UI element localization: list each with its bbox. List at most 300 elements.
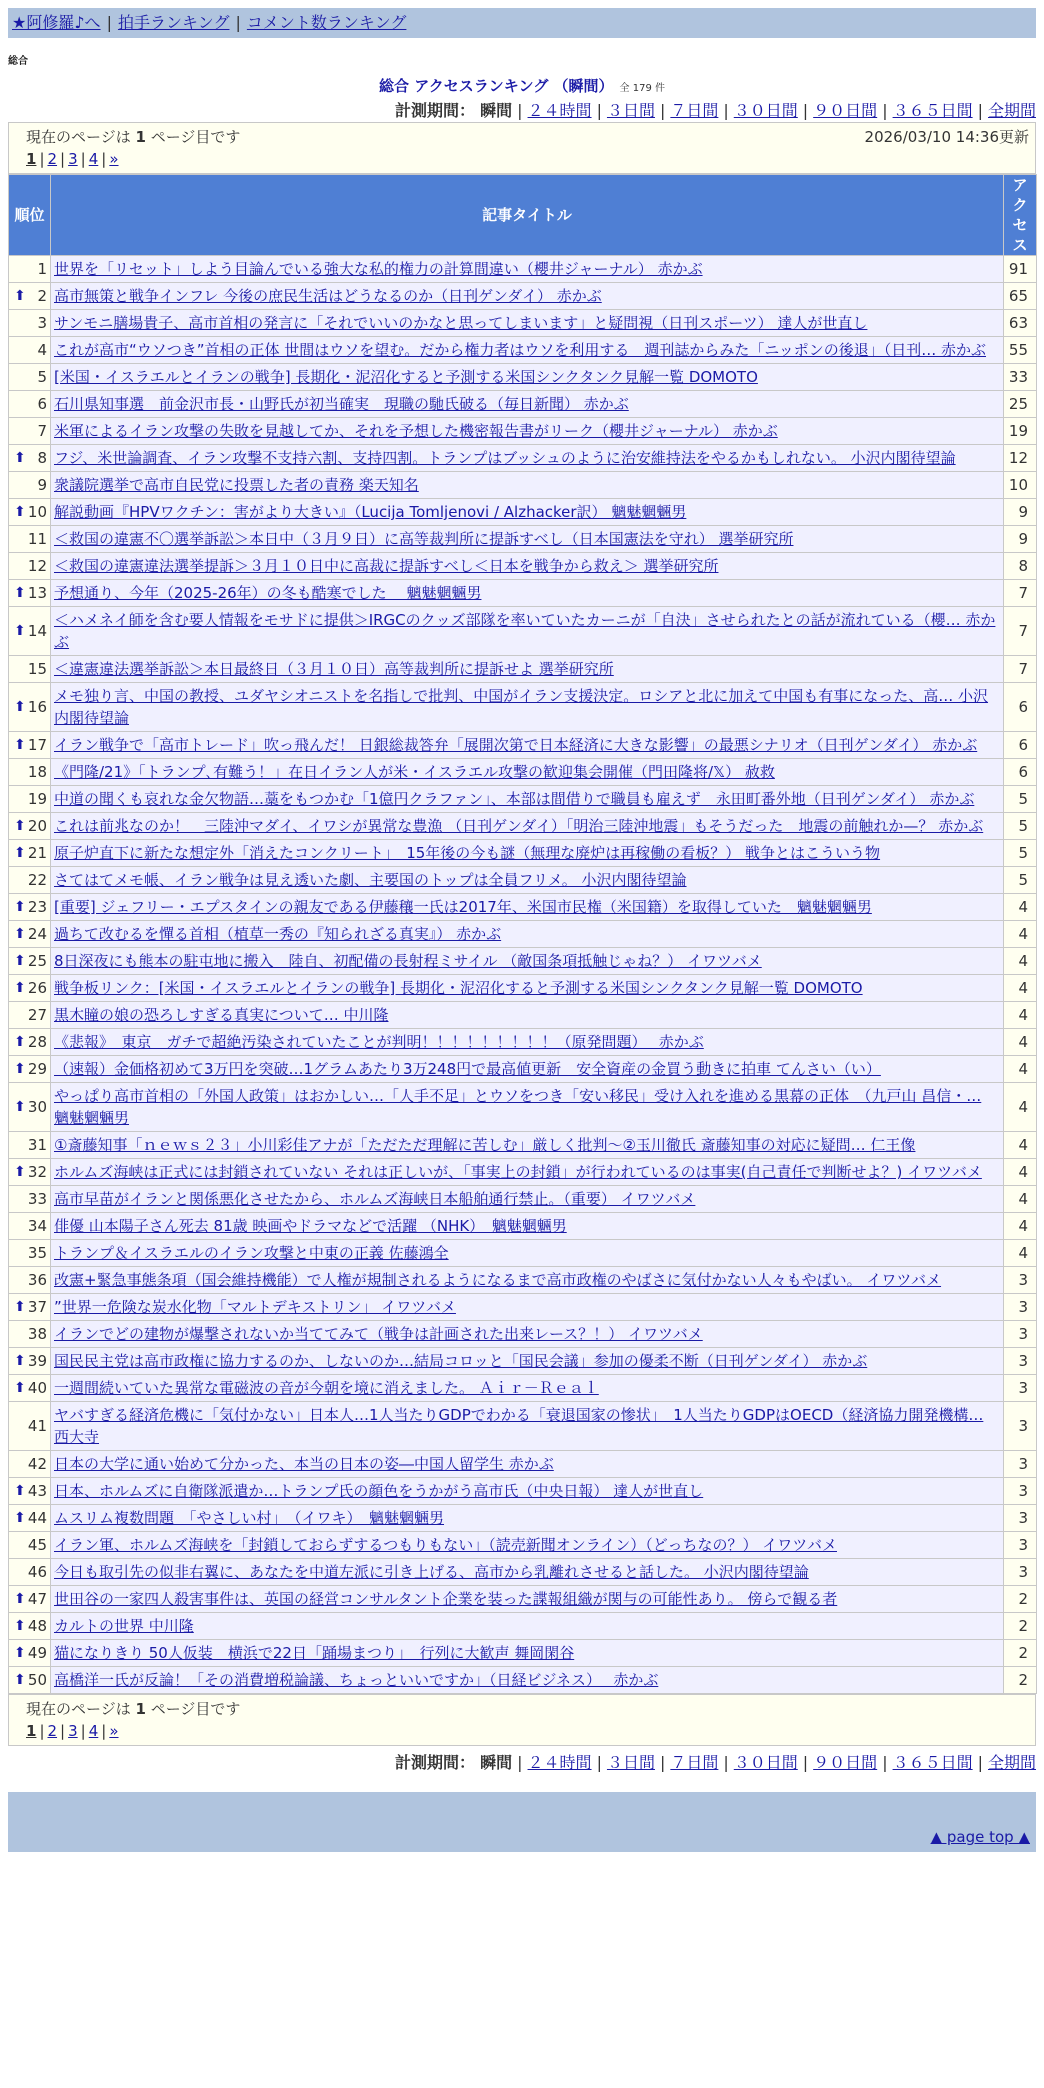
title-cell bbox=[51, 1159, 1004, 1186]
title-cell bbox=[51, 1375, 1004, 1402]
rank-number: 8 bbox=[37, 449, 47, 467]
rank-cell bbox=[9, 1213, 51, 1240]
rank-number: 9 bbox=[37, 476, 47, 494]
rank-number: 29 bbox=[27, 1060, 47, 1078]
rank-cell bbox=[9, 472, 51, 499]
article-title-link[interactable]: 黒木瞳の娘の恐ろしすぎる真実について… 中川隆 bbox=[54, 1006, 389, 1024]
article-title-link[interactable]: これは前兆なのか！ 三陸沖マダイ、イワシが異常な豊漁 （日刊ゲンダイ）「明治三陸沖地震」もそうだった 地震の前触れか—？ 赤かぶ bbox=[54, 817, 984, 835]
table-row bbox=[9, 840, 1037, 867]
rank-cell bbox=[9, 1002, 51, 1029]
table-row bbox=[9, 364, 1037, 391]
up-arrow-icon: ⬆ bbox=[14, 737, 26, 753]
access-count: 4 bbox=[1004, 1083, 1037, 1132]
table-row bbox=[9, 759, 1037, 786]
up-arrow-icon: ⬆ bbox=[14, 450, 26, 466]
table-row bbox=[9, 1640, 1037, 1667]
rank-cell bbox=[9, 1586, 51, 1613]
article-title-link[interactable]: 日本の大学に通い始めて分かった、本当の日本の姿―中国人留学生 赤かぶ bbox=[54, 1455, 554, 1473]
rank-cell bbox=[9, 1321, 51, 1348]
title-cell bbox=[51, 1240, 1004, 1267]
article-title-link[interactable]: 予想通り、今年（2025-26年）の冬も酷寒でした 魑魅魍魎男 bbox=[54, 584, 482, 602]
access-count: 4 bbox=[1004, 948, 1037, 975]
rank-number: 3 bbox=[37, 314, 47, 332]
access-count: 3 bbox=[1004, 1402, 1037, 1451]
article-title-link[interactable]: イラン軍、ホルムズ海峡を「封鎖しておらずするつもりもない」（読売新聞オンライン）（どっちなの？） イワツバメ bbox=[54, 1536, 837, 1554]
article-title-link[interactable]: 米軍によるイラン攻撃の失敗を見越してか、それを予想した機密報告書がリーク（櫻井ジャーナル） 赤かぶ bbox=[54, 422, 778, 440]
title-cell bbox=[51, 1586, 1004, 1613]
access-count: 12 bbox=[1004, 445, 1037, 472]
table-row bbox=[9, 1240, 1037, 1267]
period-option-3d-bottom[interactable]: ３日間 bbox=[606, 1753, 655, 1772]
rank-number: 23 bbox=[27, 898, 47, 916]
title-cell bbox=[51, 948, 1004, 975]
title-cell bbox=[51, 283, 1004, 310]
rank-cell bbox=[9, 418, 51, 445]
rank-cell bbox=[9, 1402, 51, 1451]
period-option-90d-bottom[interactable]: ９０日間 bbox=[813, 1753, 878, 1772]
access-count: 9 bbox=[1004, 526, 1037, 553]
rank-cell bbox=[9, 975, 51, 1002]
rank-number: 6 bbox=[37, 395, 47, 413]
article-title-link[interactable]: トランプ＆イスラエルのイラン攻撃と中東の正義 佐藤鴻全 bbox=[54, 1244, 449, 1262]
article-title-link[interactable]: ”世界一危険な炭水化物「マルトデキストリン」 イワツバメ bbox=[54, 1298, 456, 1316]
period-option-3d[interactable]: ３日間 bbox=[606, 101, 655, 120]
article-title-link[interactable]: ＜救国の違憲不〇選挙訴訟＞本日中（３月９日）に高等裁判所に提訴すべし（日本国憲法を守れ） 選挙研究所 bbox=[54, 530, 794, 548]
rank-number: 26 bbox=[27, 979, 47, 997]
access-count: 3 bbox=[1004, 1478, 1037, 1505]
table-row bbox=[9, 813, 1037, 840]
article-title-link[interactable]: （速報）金価格初めて3万円を突破…1グラムあたり3万248円で最高値更新 安全資産の金買う動きに拍車 てんさい（い） bbox=[54, 1060, 881, 1078]
up-arrow-icon: ⬆ bbox=[14, 288, 26, 304]
table-row bbox=[9, 580, 1037, 607]
rank-cell bbox=[9, 1640, 51, 1667]
header-title: 記事タイトル bbox=[51, 175, 1004, 256]
table-row bbox=[9, 1132, 1037, 1159]
title-cell bbox=[51, 1029, 1004, 1056]
up-arrow-icon: ⬆ bbox=[14, 926, 26, 942]
table-row bbox=[9, 1375, 1037, 1402]
rank-cell bbox=[9, 283, 51, 310]
period-current: 瞬間 bbox=[480, 101, 513, 120]
page-top-link[interactable]: ▲ page top ▲ bbox=[930, 1828, 1030, 1846]
rank-number: 50 bbox=[27, 1671, 47, 1689]
article-title-link[interactable]: メモ独り言、中国の教授、ユダヤシオニストを名指しで批判、中国がイラン支援決定。ロシアと北に加えて中国も有事になった、高… 小沢内閣待望論 bbox=[54, 687, 989, 727]
access-count: 63 bbox=[1004, 310, 1037, 337]
access-count: 7 bbox=[1004, 656, 1037, 683]
title-cell bbox=[51, 364, 1004, 391]
access-count: 3 bbox=[1004, 1559, 1037, 1586]
rank-cell bbox=[9, 840, 51, 867]
access-count: 65 bbox=[1004, 283, 1037, 310]
title-cell bbox=[51, 1186, 1004, 1213]
article-title-link[interactable]: 国民民主党は高市政権に協力するのか、しないのか…結局コロッと「国民会議」参加の優柔不断（日刊ゲンダイ） 赤かぶ bbox=[54, 1352, 868, 1370]
period-option-24h[interactable]: ２４時間 bbox=[527, 101, 592, 120]
rank-number: 47 bbox=[27, 1590, 47, 1608]
article-title-link[interactable]: ＜違憲違法選挙訴訟＞本日最終日（３月１０日）高等裁判所に提訴せよ 選挙研究所 bbox=[54, 660, 614, 678]
title-cell bbox=[51, 499, 1004, 526]
access-count: 2 bbox=[1004, 1667, 1037, 1694]
table-row bbox=[9, 283, 1037, 310]
title-cell bbox=[51, 580, 1004, 607]
title-cell bbox=[51, 1056, 1004, 1083]
rank-number: 19 bbox=[27, 790, 47, 808]
article-title-link[interactable]: 世界を「リセット」しよう目論んでいる強大な私的権力の計算間違い（櫻井ジャーナル） 赤かぶ bbox=[54, 260, 703, 278]
article-title-link[interactable]: 《門隆/21》「トランプ､有難う！」在日イラン人が米・イスラエル攻撃の歓迎集会開催（門田隆将/𝕏） 赦救 bbox=[54, 763, 775, 781]
article-title-link[interactable]: イランでどの建物が爆撃されないか当ててみて（戦争は計画された出来レース？！） イワツバメ bbox=[54, 1325, 703, 1343]
page-info-top bbox=[8, 122, 1036, 174]
title-cell bbox=[51, 1478, 1004, 1505]
article-title-link[interactable]: ホルムズ海峡は正式には封鎖されていない それは正しいが、「事実上の封鎖」が行われているのは事実(自己責任で判断せよ？) イワツバメ bbox=[54, 1163, 982, 1181]
title-cell bbox=[51, 1559, 1004, 1586]
access-count: 4 bbox=[1004, 1213, 1037, 1240]
rank-number: 24 bbox=[27, 925, 47, 943]
rank-number: 36 bbox=[27, 1271, 47, 1289]
table-row bbox=[9, 310, 1037, 337]
title-cell bbox=[51, 337, 1004, 364]
rank-cell bbox=[9, 1667, 51, 1694]
access-count: 4 bbox=[1004, 1056, 1037, 1083]
article-title-link[interactable]: サンモニ膳場貴子、高市首相の発言に「それでいいのかなと思ってしまいます」と疑問視（日刊スポーツ） 達人が世直し bbox=[54, 314, 868, 332]
period-option-30d[interactable]: ３０日間 bbox=[733, 101, 798, 120]
title-cell bbox=[51, 1451, 1004, 1478]
page-info-bottom bbox=[8, 1694, 1036, 1746]
up-arrow-icon: ⬆ bbox=[14, 818, 26, 834]
up-arrow-icon: ⬆ bbox=[14, 1034, 26, 1050]
period-option-all-bottom[interactable]: 全期間 bbox=[987, 1753, 1036, 1772]
up-arrow-icon: ⬆ bbox=[14, 953, 26, 969]
access-count: 4 bbox=[1004, 1029, 1037, 1056]
rank-cell bbox=[9, 1559, 51, 1586]
rank-number: 1 bbox=[37, 260, 47, 278]
table-row bbox=[9, 472, 1037, 499]
up-arrow-icon: ⬆ bbox=[14, 899, 26, 915]
table-row bbox=[9, 445, 1037, 472]
nav-link-comment-ranking[interactable]: コメント数ランキング bbox=[246, 13, 407, 32]
article-title-link[interactable]: 高橋洋一氏が反論！「その消費増税論議、ちょっといいですか」（日経ビジネス） 赤かぶ bbox=[54, 1671, 659, 1689]
article-title-link[interactable]: [米国・イスラエルとイランの戦争] 長期化・泥沼化すると予測する米国シンクタンク見解一覧 DOMOTO bbox=[54, 368, 758, 386]
up-arrow-icon: ⬆ bbox=[14, 1099, 26, 1115]
up-arrow-icon: ⬆ bbox=[14, 1672, 26, 1688]
title-cell bbox=[51, 1640, 1004, 1667]
rank-cell bbox=[9, 1186, 51, 1213]
title-cell bbox=[51, 526, 1004, 553]
access-count: 7 bbox=[1004, 607, 1037, 656]
rank-cell bbox=[9, 364, 51, 391]
table-row bbox=[9, 1213, 1037, 1240]
access-count: 3 bbox=[1004, 1451, 1037, 1478]
table-row bbox=[9, 526, 1037, 553]
article-title-link[interactable]: 《悲報》 東京 ガチで超絶汚染されていたことが判明！！！！！！！！！（原発問題） 赤かぶ bbox=[54, 1033, 704, 1051]
table-row bbox=[9, 1083, 1037, 1132]
article-title-link[interactable]: やっぱり高市首相の「外国人政策」はおかしい…「人手不足」とウソをつき「安い移民」受け入れを進める黒幕の正体 （九戸山 昌信・… 魑魅魍魎男 bbox=[54, 1087, 982, 1127]
rank-cell bbox=[9, 1505, 51, 1532]
rank-cell bbox=[9, 1451, 51, 1478]
article-title-link[interactable]: ＜ハメネイ師を含む要人情報をモサドに提供＞IRGCのクッズ部隊を率いていたカーニが「自決」させられたとの話が流れている（櫻… 赤かぶ bbox=[54, 611, 996, 651]
article-title-link[interactable]: 戦争板リンク：[米国・イスラエルとイランの戦争] 長期化・泥沼化すると予測する米国シンクタンク見解一覧 DOMOTO bbox=[54, 979, 863, 997]
article-title-link[interactable]: [重要] ジェフリー・エプスタインの親友である伊藤穰一氏は2017年、米国市民権（米国籍）を取得していた 魑魅魍魎男 bbox=[54, 898, 872, 916]
rank-cell bbox=[9, 526, 51, 553]
pager-link-page-4[interactable]: 4 bbox=[88, 150, 99, 168]
rank-number: 28 bbox=[27, 1033, 47, 1051]
table-row bbox=[9, 1667, 1037, 1694]
table-row bbox=[9, 607, 1037, 656]
article-title-link[interactable]: 日本、ホルムズに自衛隊派遣か…トランプ氏の顔色をうかがう高市氏（中央日報） 達人が世直し bbox=[54, 1482, 704, 1500]
pager-next-link[interactable]: » bbox=[109, 150, 119, 168]
article-title-link[interactable]: 衆議院選挙で高市自民党に投票した者の責務 楽天知名 bbox=[54, 476, 419, 494]
nav-link-asyura-home[interactable]: ★阿修羅♪へ bbox=[12, 13, 101, 32]
period-label: 計測期間： bbox=[395, 101, 476, 120]
access-count: 4 bbox=[1004, 1132, 1037, 1159]
title-cell bbox=[51, 894, 1004, 921]
rank-cell bbox=[9, 894, 51, 921]
access-count: 10 bbox=[1004, 472, 1037, 499]
table-row bbox=[9, 337, 1037, 364]
table-row bbox=[9, 1559, 1037, 1586]
article-title-link[interactable]: 過ちて改むるを憚る首相（植草一秀の『知られざる真実』） 赤かぶ bbox=[54, 925, 502, 943]
table-row bbox=[9, 1613, 1037, 1640]
article-title-link[interactable]: 8日深夜にも熊本の駐屯地に搬入 陸自、初配備の長射程ミサイル （敵国条項抵触じゃね？） イワツバメ bbox=[54, 952, 762, 970]
title-cell bbox=[51, 1348, 1004, 1375]
period-option-7d[interactable]: ７日間 bbox=[670, 101, 719, 120]
period-label-bottom: 計測期間： bbox=[395, 1753, 476, 1772]
access-count: 91 bbox=[1004, 256, 1037, 283]
rank-number: 13 bbox=[27, 584, 47, 602]
rank-number: 43 bbox=[27, 1482, 47, 1500]
up-arrow-icon: ⬆ bbox=[14, 980, 26, 996]
title-cell bbox=[51, 310, 1004, 337]
up-arrow-icon: ⬆ bbox=[14, 1164, 26, 1180]
access-count: 55 bbox=[1004, 337, 1037, 364]
article-title-link[interactable]: イラン戦争で「高市トレード」吹っ飛んだ！ 日銀総裁答弁「展開次第で日本経済に大きな影響」の最悪シナリオ（日刊ゲンダイ） 赤かぶ bbox=[54, 736, 978, 754]
access-count: 3 bbox=[1004, 1505, 1037, 1532]
title-cell bbox=[51, 1002, 1004, 1029]
period-option-30d-bottom[interactable]: ３０日間 bbox=[733, 1753, 798, 1772]
period-selector-top: 計測期間： 瞬間 | ２４時間 | ３日間 | ７日間 | ３０日間 | ９０日間 | ３６５日間 | 全期間 bbox=[395, 101, 1036, 120]
article-title-link[interactable]: フジ、米世論調査、イラン攻撃不支持六割、支持四割。トランプはブッシュのように治安維持法をやるかもしれない。 小沢内閣待望論 bbox=[54, 449, 956, 467]
title-cell bbox=[51, 656, 1004, 683]
article-title-link[interactable]: 今日も取引先の似非右翼に、あなたを中道左派に引き上げる、高市から乳離れさせると話した。 小沢内閣待望論 bbox=[54, 1563, 809, 1581]
access-count: 2 bbox=[1004, 1613, 1037, 1640]
pager-current-page-bottom: 1 bbox=[26, 1722, 37, 1740]
table-row bbox=[9, 867, 1037, 894]
access-count: 3 bbox=[1004, 1321, 1037, 1348]
breadcrumb: 総合 bbox=[8, 56, 28, 67]
title-cell bbox=[51, 840, 1004, 867]
rank-number: 39 bbox=[27, 1352, 47, 1370]
up-arrow-icon: ⬆ bbox=[14, 1380, 26, 1396]
item-count: 全 179 件 bbox=[619, 83, 665, 94]
access-count: 5 bbox=[1004, 867, 1037, 894]
table-row bbox=[9, 1505, 1037, 1532]
article-title-link[interactable]: 改憲+緊急事態条項（国会維持機能）で人権が規制されるようになるまで高市政権のやばさに気付かない人々もやばい。 イワツバメ bbox=[54, 1271, 942, 1289]
access-count: 3 bbox=[1004, 1348, 1037, 1375]
pager-link-page-3[interactable]: 3 bbox=[68, 150, 78, 168]
table-row bbox=[9, 1294, 1037, 1321]
title-cell bbox=[51, 1402, 1004, 1451]
rank-number: 46 bbox=[27, 1563, 47, 1581]
title-cell bbox=[51, 1321, 1004, 1348]
access-count: 3 bbox=[1004, 1267, 1037, 1294]
article-title-link[interactable]: 石川県知事選 前金沢市長・山野氏が初当確実 現職の馳氏破る（毎日新聞） 赤かぶ bbox=[54, 395, 629, 413]
rank-number: 32 bbox=[27, 1163, 47, 1181]
title-cell bbox=[51, 445, 1004, 472]
rank-number: 7 bbox=[37, 422, 47, 440]
title-cell bbox=[51, 256, 1004, 283]
period-option-7d-bottom[interactable]: ７日間 bbox=[670, 1753, 719, 1772]
rank-number: 4 bbox=[37, 341, 47, 359]
access-count: 4 bbox=[1004, 1002, 1037, 1029]
article-title-link[interactable]: これが高市“ウソつき”首相の正体 世間はウソを望む。だから権力者はウソを利用する 週刊誌からみた「ニッポンの後退」（日刊… 赤かぶ bbox=[54, 341, 986, 359]
article-title-link[interactable]: ①斎藤知事「ｎｅｗｓ２３」小川彩佳アナが「ただただ理解に苦しむ」厳しく批判〜②玉川徹氏 斎藤知事の対応に疑問… 仁王像 bbox=[54, 1136, 916, 1154]
ranking-table bbox=[8, 174, 1037, 1694]
rank-number: 25 bbox=[27, 952, 47, 970]
rank-cell bbox=[9, 867, 51, 894]
period-option-24h-bottom[interactable]: ２４時間 bbox=[527, 1753, 592, 1772]
period-selector-bottom: 計測期間： 瞬間 | ２４時間 | ３日間 | ７日間 | ３０日間 | ９０日間 | ３６５日間 | 全期間 bbox=[395, 1753, 1036, 1772]
rank-number: 31 bbox=[27, 1136, 47, 1154]
rank-number: 35 bbox=[27, 1244, 47, 1262]
rank-cell bbox=[9, 499, 51, 526]
access-count: 2 bbox=[1004, 1586, 1037, 1613]
rank-cell bbox=[9, 1375, 51, 1402]
table-row bbox=[9, 1029, 1037, 1056]
rank-number: 41 bbox=[27, 1417, 47, 1435]
rank-number: 18 bbox=[27, 763, 47, 781]
article-title-link[interactable]: 解説動画『HPVワクチン：害がより大きい』（Lucija Tomljenovi / Alzhacker訳） 魑魅魍魎男 bbox=[54, 503, 687, 521]
access-count: 6 bbox=[1004, 759, 1037, 786]
access-count: 3 bbox=[1004, 1532, 1037, 1559]
access-count: 4 bbox=[1004, 894, 1037, 921]
period-option-90d[interactable]: ９０日間 bbox=[813, 101, 878, 120]
access-count: 19 bbox=[1004, 418, 1037, 445]
pager-next-link-bottom[interactable]: » bbox=[109, 1722, 119, 1740]
rank-number: 15 bbox=[27, 660, 47, 678]
page-title bbox=[0, 75, 1044, 96]
rank-number: 12 bbox=[27, 557, 47, 575]
article-title-link[interactable]: ムスリム複数問題 「やさしい村」 （イワキ） 魑魅魍魎男 bbox=[54, 1509, 445, 1527]
period-current-bottom: 瞬間 bbox=[480, 1753, 513, 1772]
rank-number: 49 bbox=[27, 1644, 47, 1662]
rank-number: 17 bbox=[27, 736, 47, 754]
up-arrow-icon: ⬆ bbox=[14, 585, 26, 601]
rank-cell bbox=[9, 1083, 51, 1132]
title-cell bbox=[51, 607, 1004, 656]
rank-number: 30 bbox=[27, 1098, 47, 1116]
article-title-link[interactable]: 原子炉直下に新たな想定外「消えたコンクリート」 15年後の今も謎（無理な廃炉は再稼働の看板？） 戦争とはこういう物 bbox=[54, 844, 881, 862]
title-cell bbox=[51, 391, 1004, 418]
current-page-text: 現在のページは 1 ページ目です bbox=[26, 128, 241, 146]
access-count: 7 bbox=[1004, 580, 1037, 607]
title-cell bbox=[51, 732, 1004, 759]
title-cell bbox=[51, 1667, 1004, 1694]
article-title-link[interactable]: カルトの世界 中川隆 bbox=[54, 1617, 194, 1635]
nav-link-applause-ranking[interactable]: 拍手ランキング bbox=[117, 13, 230, 32]
rank-cell bbox=[9, 337, 51, 364]
pager-link-page-3-bottom[interactable]: 3 bbox=[68, 1722, 78, 1740]
table-row bbox=[9, 1451, 1037, 1478]
table-row bbox=[9, 1532, 1037, 1559]
title-cell bbox=[51, 553, 1004, 580]
rank-cell bbox=[9, 1294, 51, 1321]
rank-number: 21 bbox=[27, 844, 47, 862]
period-option-all[interactable]: 全期間 bbox=[987, 101, 1036, 120]
rank-cell bbox=[9, 813, 51, 840]
pager-link-page-2[interactable]: 2 bbox=[47, 150, 58, 168]
rank-cell bbox=[9, 656, 51, 683]
title-cell bbox=[51, 472, 1004, 499]
pager-link-page-2-bottom[interactable]: 2 bbox=[47, 1722, 58, 1740]
rank-number: 2 bbox=[37, 287, 47, 305]
rank-number: 42 bbox=[27, 1455, 47, 1473]
title-cell bbox=[51, 1505, 1004, 1532]
table-row bbox=[9, 499, 1037, 526]
table-row bbox=[9, 1159, 1037, 1186]
table-row bbox=[9, 1002, 1037, 1029]
access-count: 33 bbox=[1004, 364, 1037, 391]
article-title-link[interactable]: 中道の聞くも哀れな金欠物語…藁をもつかむ「1億円クラファン」、本部は間借りで職員も雇えず 永田町番外地（日刊ゲンダイ） 赤かぶ bbox=[54, 790, 975, 808]
period-option-365d[interactable]: ３６５日間 bbox=[892, 101, 973, 120]
rank-cell bbox=[9, 1532, 51, 1559]
access-count: 4 bbox=[1004, 921, 1037, 948]
rank-cell bbox=[9, 1159, 51, 1186]
table-row bbox=[9, 418, 1037, 445]
period-option-365d-bottom[interactable]: ３６５日間 bbox=[892, 1753, 973, 1772]
pager-link-page-4-bottom[interactable]: 4 bbox=[88, 1722, 99, 1740]
article-title-link[interactable]: ヤバすぎる経済危機に「気付かない」日本人…1人当たりGDPでわかる「衰退国家の惨状」 1人当たりGDPはOECD（経済協力開発機構… 西大寺 bbox=[54, 1406, 984, 1446]
table-row bbox=[9, 683, 1037, 732]
article-title-link[interactable]: さてはてメモ帳、イラン戦争は見え透いた劇、主要国のトップは全員フリメ。 小沢内閣待望論 bbox=[54, 871, 687, 889]
up-arrow-icon: ⬆ bbox=[14, 1353, 26, 1369]
table-row bbox=[9, 894, 1037, 921]
access-count: 2 bbox=[1004, 1640, 1037, 1667]
rank-number: 11 bbox=[27, 530, 47, 548]
rank-cell bbox=[9, 607, 51, 656]
article-title-link[interactable]: 猫になりきり 50人仮装 横浜で22日「踊場まつり」 行列に大歓声 舞岡閑谷 bbox=[54, 1644, 575, 1662]
footer-bar bbox=[8, 1792, 1036, 1852]
rank-number: 16 bbox=[27, 698, 47, 716]
article-title-link[interactable]: 高市早苗がイランと関係悪化させたから、ホルムズ海峡日本船舶通行禁止。（重要） イワツバメ bbox=[54, 1190, 696, 1208]
article-title-link[interactable]: 俳優 山本陽子さん死去 81歳 映画やドラマなどで活躍 （NHK） 魑魅魍魎男 bbox=[54, 1217, 567, 1235]
article-title-link[interactable]: 一週間続いていた異常な電磁波の音が今朝を境に消えました。 Ａｉｒ－Ｒｅａｌ bbox=[54, 1379, 599, 1397]
table-row bbox=[9, 1402, 1037, 1451]
article-title-link[interactable]: 世田谷の一家四人殺害事件は、英国の経営コンサルタント企業を装った諜報組織が関与の可能性あり。 傍らで観る者 bbox=[54, 1590, 838, 1608]
article-title-link[interactable]: 高市無策と戦争インフレ 今後の庶民生活はどうなるのか（日刊ゲンダイ） 赤かぶ bbox=[54, 287, 602, 305]
up-arrow-icon: ⬆ bbox=[14, 1483, 26, 1499]
rank-number: 40 bbox=[27, 1379, 47, 1397]
rank-number: 48 bbox=[27, 1617, 47, 1635]
table-row bbox=[9, 256, 1037, 283]
rank-number: 37 bbox=[27, 1298, 47, 1316]
up-arrow-icon: ⬆ bbox=[14, 1299, 26, 1315]
title-cell bbox=[51, 786, 1004, 813]
table-row bbox=[9, 921, 1037, 948]
rank-cell bbox=[9, 1348, 51, 1375]
pager-current-page: 1 bbox=[26, 150, 37, 168]
rank-number: 38 bbox=[27, 1325, 47, 1343]
rank-cell bbox=[9, 445, 51, 472]
table-row bbox=[9, 1186, 1037, 1213]
rank-cell bbox=[9, 256, 51, 283]
table-row bbox=[9, 1586, 1037, 1613]
rank-cell bbox=[9, 683, 51, 732]
ranking-table-body bbox=[9, 256, 1037, 1694]
table-header-row bbox=[9, 175, 1037, 256]
rank-cell bbox=[9, 1478, 51, 1505]
table-row bbox=[9, 391, 1037, 418]
article-title-link[interactable]: ＜救国の違憲違法選挙提訴＞３月１０日中に高裁に提訴すべし＜日本を戦争から救え＞ 選挙研究所 bbox=[54, 557, 719, 575]
table-row bbox=[9, 1056, 1037, 1083]
title-cell bbox=[51, 1294, 1004, 1321]
